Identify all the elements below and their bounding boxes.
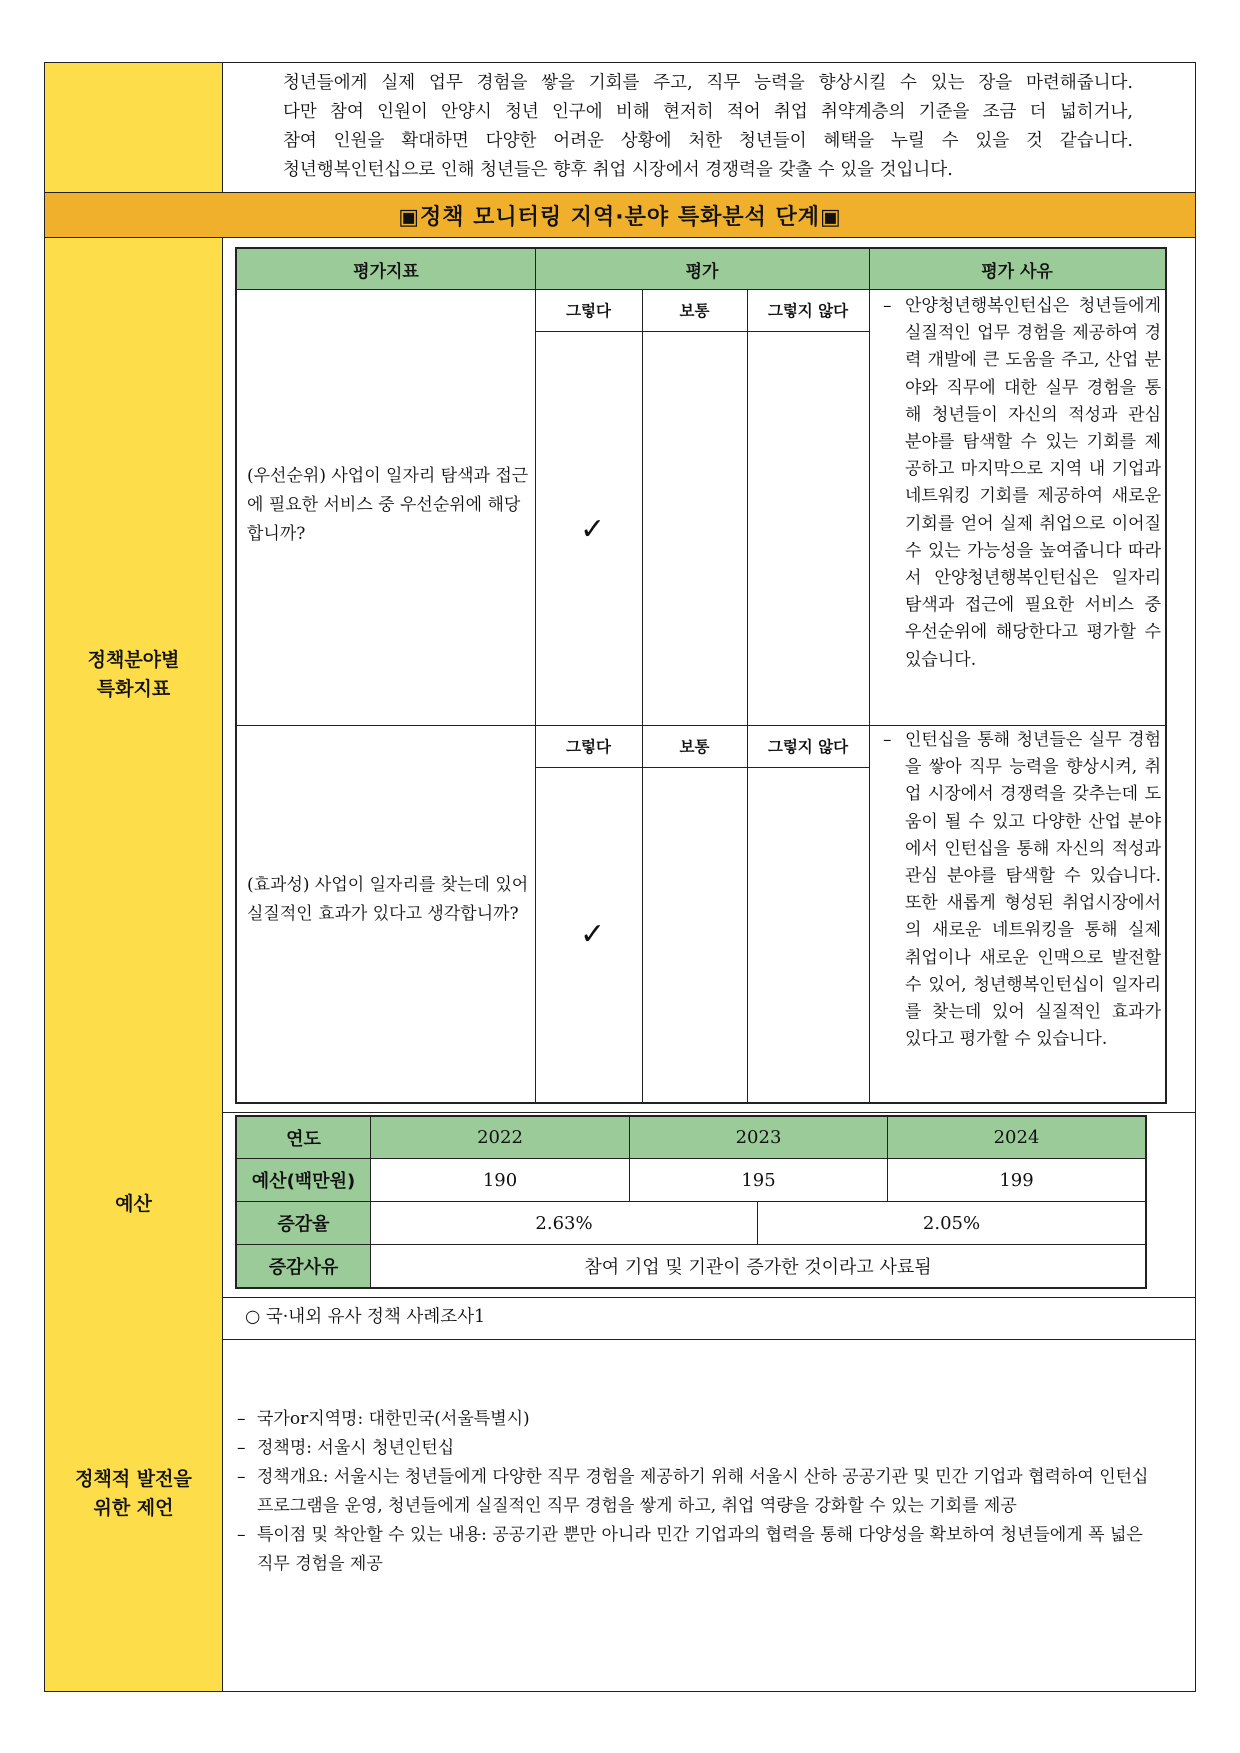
list-dash: – xyxy=(237,1525,246,1545)
reason-text: 안양청년행복인턴십은 청년들에게 실질적인 업무 경험을 제공하여 경력 개발에 큰 도움을 주고, 산업 분야와 직무에 대한 실무 경험을 통해 청년들이 자신의 적성과 관심 분야를 탐색할 수 있는 기회를 제공하고 마지막으로 지역 내 기업과 네트워킹 기회를 제공하여 새로운 기회를 얻어 실제 취업으로 이어질 수 있는 가능성을 높여줍니다 따라서 안양청년행복인턴십은 일자리 탐색과 접근에 필요한 서비스 중 우선순위에 해당한다고 평가할 수 있습니다. xyxy=(905,296,1161,670)
rate-2023: 2.63% xyxy=(535,1212,593,1234)
intro-line: 청년들에게 실제 업무 경험을 쌓을 기회를 주고, 직무 능력을 향상시킬 수 있는 장을 마련해줍니다. xyxy=(283,73,1133,93)
option-no: 그렇지 않다 xyxy=(767,302,849,320)
year-2022: 2022 xyxy=(371,1117,629,1158)
evaluation-table xyxy=(235,247,1167,1104)
option-yes: 그렇다 xyxy=(566,302,611,320)
intro-paragraph xyxy=(283,69,1133,185)
check-mark-icon: ✓ xyxy=(580,917,606,952)
eval-header-indicator: 평가지표 xyxy=(237,249,535,289)
eval-header-reason: 평가 사유 xyxy=(869,249,1165,289)
reason-text: 인턴십을 통해 청년들은 실무 경험을 쌓아 직무 능력을 향상시켜, 취업 시장에서 경쟁력을 갖추는데 도움이 될 수 있고 다양한 산업 분야에서 인턴십을 통해 자신의 적성과 관심 분야를 탐색할 수 있습니다. 또한 새롭게 형성된 취업시장에서의 새로운 네트워킹을 통해 실제 취업이나 새로운 인맥으로 발전할 수 있어, 청년행복인턴십이 일자리를 찾는데 있어 실질적인 효과가 있다고 평가할 수 있습니다. xyxy=(905,730,1161,1050)
reason-dash: – xyxy=(883,730,892,750)
amount-2022: 190 xyxy=(482,1169,518,1191)
year-2024: 2024 xyxy=(888,1117,1145,1158)
divider xyxy=(535,331,869,332)
list-text: 정책명: 서울시 청년인턴십 xyxy=(257,1438,455,1458)
year-label: 연도 xyxy=(237,1117,370,1158)
intro-line: 다만 참여 인원이 안양시 청년 인구에 비해 현저히 적어 취업 취약계층의 기준을 조금 더 넓히거나, xyxy=(283,102,1133,122)
list-text: 정책개요: 서울시는 청년들에게 다양한 직무 경험을 제공하기 위해 서울시 산하 공공기관 및 민간 기업과 협력하여 인턴십 프로그램을 운영, 청년들에게 실질적인 직무 경험을 쌓게 하고, 취업 역량을 강화할 수 있는 기회를 제공 xyxy=(257,1467,1149,1516)
list-item xyxy=(237,1434,1162,1463)
specialized-label: 정책분야별 특화지표 xyxy=(87,649,180,700)
reason-label: 증감사유 xyxy=(237,1245,370,1287)
year-2023: 2023 xyxy=(630,1117,887,1158)
budget-change-reason: 참여 기업 및 기관이 증가한 것이라고 사료됨 xyxy=(584,1257,932,1278)
list-dash: – xyxy=(237,1467,246,1487)
rate-label: 증감율 xyxy=(237,1202,370,1244)
check-mark-icon: ✓ xyxy=(580,512,606,547)
proposal-list xyxy=(237,1405,1162,1579)
specialized-label-cell xyxy=(45,238,223,1112)
divider xyxy=(642,289,643,1102)
amount-2024: 199 xyxy=(999,1169,1034,1191)
reason-priority xyxy=(879,293,1161,674)
proposal-title: ○ 국·내외 유사 정책 사례조사1 xyxy=(245,1307,486,1327)
divider xyxy=(223,1339,1195,1340)
list-text: 국가or지역명: 대한민국(서울특별시) xyxy=(257,1409,530,1429)
divider xyxy=(869,249,870,1102)
eval-header-evaluation: 평가 xyxy=(535,249,869,289)
option-yes: 그렇다 xyxy=(566,738,611,756)
divider xyxy=(535,249,536,1102)
section-title-bar xyxy=(45,192,1195,238)
intro-label-cell xyxy=(45,63,223,192)
document-frame xyxy=(44,62,1196,1692)
budget-table xyxy=(235,1115,1147,1289)
list-dash: – xyxy=(237,1409,246,1429)
proposal-label-cell xyxy=(45,1297,223,1691)
section-title: ▣정책 모니터링 지역·분야 특화분석 단계▣ xyxy=(398,204,842,230)
option-neutral: 보통 xyxy=(679,738,710,756)
list-item xyxy=(237,1521,1162,1579)
list-item xyxy=(237,1463,1162,1521)
amount-2023: 195 xyxy=(741,1169,776,1191)
budget-label: 예산 xyxy=(115,1193,152,1215)
amount-label: 예산(백만원) xyxy=(237,1159,370,1201)
divider xyxy=(747,289,748,1102)
question-effectiveness: (효과성) 사업이 일자리를 찾는데 있어 실질적인 효과가 있다고 생각합니까? xyxy=(247,875,529,924)
list-item xyxy=(237,1405,1162,1434)
intro-line: 청년행복인턴십으로 인해 청년들은 향후 취업 시장에서 경쟁력을 갖출 수 있을 것입니다. xyxy=(283,160,953,180)
intro-line: 참여 인원을 확대하면 다양한 어려운 상황에 처한 청년들이 혜택을 누릴 수 있을 것 같습니다. xyxy=(283,131,1133,151)
option-no: 그렇지 않다 xyxy=(767,738,849,756)
list-dash: – xyxy=(237,1438,246,1458)
proposal-label: 정책적 발전을 위한 제언 xyxy=(75,1468,192,1519)
rate-2024: 2.05% xyxy=(922,1212,981,1234)
option-neutral: 보통 xyxy=(679,302,710,320)
reason-dash: – xyxy=(883,296,892,316)
divider xyxy=(535,767,869,768)
budget-label-cell xyxy=(45,1112,223,1297)
list-text: 특이점 및 착안할 수 있는 내용: 공공기관 뿐만 아니라 민간 기업과의 협력을 통해 다양성을 확보하여 청년들에게 폭 넓은 직무 경험을 제공 xyxy=(257,1525,1143,1574)
question-priority: (우선순위) 사업이 일자리 탐색과 접근에 필요한 서비스 중 우선순위에 해당합니까? xyxy=(247,466,529,544)
reason-effectiveness xyxy=(879,727,1161,1053)
